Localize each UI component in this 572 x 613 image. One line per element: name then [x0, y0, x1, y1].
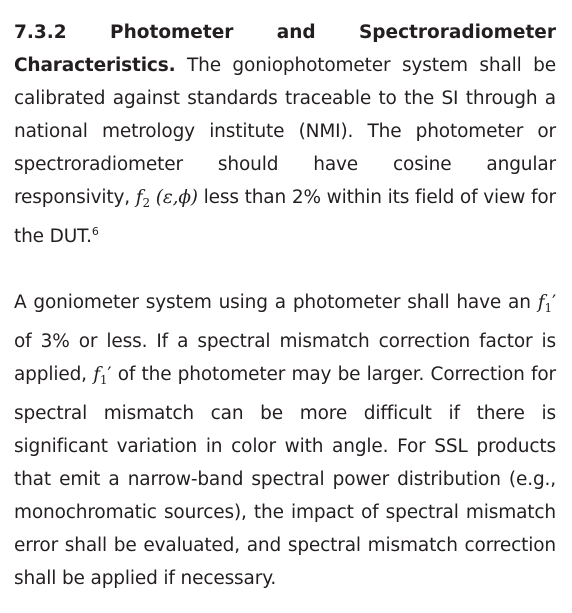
paragraph-1: [14, 49, 556, 253]
p2-text-c: of the photometer may be larger. Correction for spectral mismatch can be more difficult if there is significant variation in color with angle. For SSL products that emit a narrow-band spectral power distribution (e.g., monochromatic sources), the impact of spectral mismatch error shall be evaluated, and spectral mismatch correction shall be applied if necessary.: [14, 364, 557, 589]
angle-arguments: (ε,ϕ): [149, 187, 198, 208]
section-heading: [14, 16, 556, 49]
document-page: [14, 16, 556, 595]
f1-subscript-a: 1: [544, 301, 552, 315]
f2-subscript: 2: [142, 196, 150, 210]
p2-text-a: A goniometer system using a photometer shall have an: [14, 292, 538, 313]
f1-symbol-b: f: [93, 364, 100, 385]
section-number: 7.3.2: [14, 22, 67, 43]
p1-text-a: The goniophotometer system shall be calibrated against standards traceable to the SI through a national metrology institute (NMI). The photometer or spectroradiometer should have cosine angular responsivity,: [14, 55, 556, 208]
footnote-marker: 6: [91, 225, 99, 238]
f1-symbol-a: f: [537, 292, 545, 313]
heading-continuation: Characteristics.: [14, 55, 176, 76]
p1-text-b: less than 2% within its field of view for the DUT.: [14, 187, 556, 247]
heading-word-and: and: [276, 22, 316, 43]
f2-symbol: f: [135, 187, 143, 208]
f1-subscript-b: 1: [99, 373, 108, 387]
f1-prime-b: ′: [107, 364, 112, 385]
heading-word-photometer: Photometer: [110, 22, 234, 43]
heading-word-spectroradiometer: Spectroradiometer: [358, 22, 556, 43]
p2-text-b: of 3% or less. If a spectral mismatch correction factor is applied,: [14, 331, 556, 385]
f1-prime-a: ′: [551, 292, 556, 313]
paragraph-2: [14, 286, 556, 595]
